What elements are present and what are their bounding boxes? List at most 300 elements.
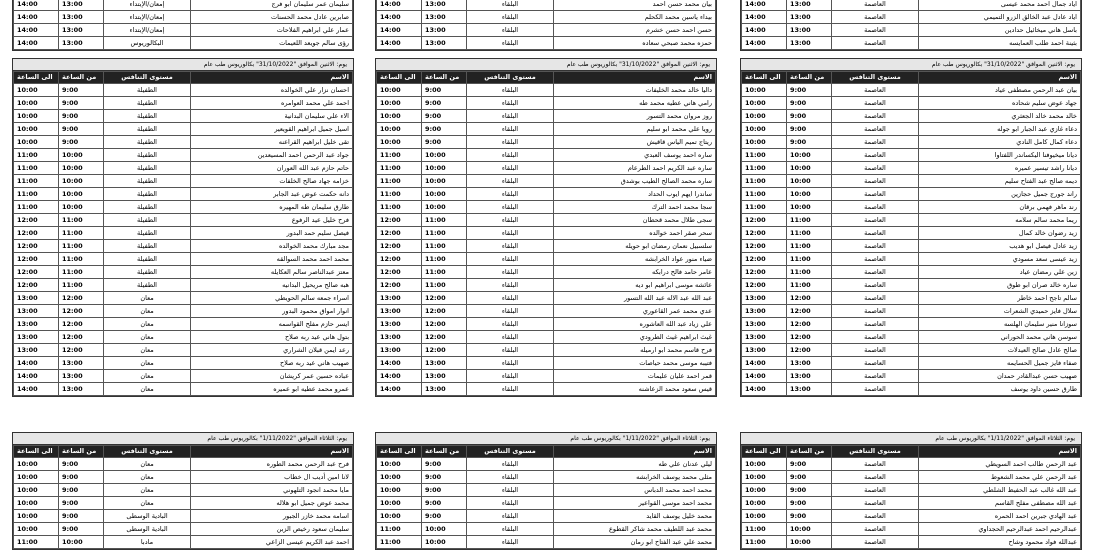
table-row <box>14 318 353 331</box>
schedule-table <box>741 445 1081 549</box>
cell-name: عمار علي ابراهيم الفلاحات <box>191 24 353 37</box>
table-header <box>377 446 716 458</box>
table-row <box>14 253 353 266</box>
cell-to-hour: 14:00 <box>14 24 59 37</box>
header-row <box>14 72 353 84</box>
cell-level: الطفيلة <box>104 110 191 123</box>
cell-level: معان <box>104 292 191 305</box>
cell-name: معتز عبدالناصر سالم العكايله <box>191 266 353 279</box>
table-row <box>377 84 716 97</box>
cell-level: البلقاء <box>467 84 554 97</box>
table-row <box>14 11 353 24</box>
cell-from-hour: 13:00 <box>787 37 832 50</box>
cell-level: إمعان/الإبتداء <box>104 11 191 24</box>
cell-level: الطفيلة <box>104 188 191 201</box>
table-row <box>742 305 1081 318</box>
cell-to-hour: 11:00 <box>377 188 422 201</box>
cell-name: بيداء ياسين محمد الكحلم <box>554 11 716 24</box>
cell-from-hour: 13:00 <box>422 24 467 37</box>
cell-level: البلقاء <box>467 292 554 305</box>
cell-to-hour: 10:00 <box>377 484 422 497</box>
header-to-hour: الى الساعة <box>14 446 59 458</box>
cell-from-hour: 9:00 <box>59 510 104 523</box>
cell-level: العاصمة <box>832 11 919 24</box>
cell-level: العاصمة <box>832 279 919 292</box>
cell-to-hour: 14:00 <box>377 370 422 383</box>
cell-from-hour: 10:00 <box>422 523 467 536</box>
table-row <box>377 279 716 292</box>
cell-from-hour: 10:00 <box>422 188 467 201</box>
cell-name: سجى طلال محمد قحطان <box>554 214 716 227</box>
cell-level: الطفيلة <box>104 136 191 149</box>
cell-name: ساره احمد يوسف العبدي <box>554 149 716 162</box>
table-row <box>742 523 1081 536</box>
table-row <box>14 110 353 123</box>
header-name: الاسم <box>919 446 1081 458</box>
cell-level: البلقاء <box>467 471 554 484</box>
header-row <box>14 446 353 458</box>
table-row <box>14 305 353 318</box>
cell-name: هبه صالح مريحيل البدانيه <box>191 279 353 292</box>
cell-name: احمد علي محمد العوامره <box>191 97 353 110</box>
cell-name: عبد الله عبد الاله عبد الله التسور <box>554 292 716 305</box>
schedule-panel <box>12 0 354 51</box>
cell-from-hour: 11:00 <box>787 279 832 292</box>
schedule-table <box>376 71 716 396</box>
table-row <box>14 484 353 497</box>
cell-level: العاصمة <box>832 110 919 123</box>
cell-to-hour: 10:00 <box>377 123 422 136</box>
cell-name: محمد احمد موسى القواعير <box>554 497 716 510</box>
cell-level: العاصمة <box>832 383 919 396</box>
cell-to-hour: 11:00 <box>742 149 787 162</box>
cell-name: عمرو محمد عطيه ابو عميره <box>191 383 353 396</box>
cell-level: العاصمة <box>832 344 919 357</box>
cell-level: العاصمة <box>832 305 919 318</box>
cell-level: إمعان/الإبتداء <box>104 0 191 11</box>
cell-level: البلقاء <box>467 484 554 497</box>
table-row <box>742 279 1081 292</box>
cell-level: العاصمة <box>832 37 919 50</box>
cell-name: بتول هاني عيد ربه صلاح <box>191 331 353 344</box>
header-name: الاسم <box>554 72 716 84</box>
table-row <box>742 24 1081 37</box>
cell-name: مثلى محمد يوسف الخرابشه <box>554 471 716 484</box>
cell-from-hour: 10:00 <box>787 162 832 175</box>
table-row <box>377 484 716 497</box>
table-row <box>14 162 353 175</box>
cell-from-hour: 9:00 <box>787 110 832 123</box>
cell-level: البلقاء <box>467 162 554 175</box>
cell-level: البلقاء <box>467 253 554 266</box>
header-to-hour: الى الساعة <box>377 446 422 458</box>
cell-to-hour: 10:00 <box>14 458 59 471</box>
header-level: مستوى التنافس <box>832 446 919 458</box>
cell-from-hour: 10:00 <box>59 188 104 201</box>
cell-to-hour: 13:00 <box>742 305 787 318</box>
cell-to-hour: 14:00 <box>377 0 422 11</box>
cell-from-hour: 9:00 <box>59 136 104 149</box>
cell-from-hour: 9:00 <box>59 110 104 123</box>
cell-level: العاصمة <box>832 536 919 549</box>
table-body <box>14 458 353 549</box>
cell-name: صابرين عادل محمد الحسنات <box>191 11 353 24</box>
table-body <box>377 84 716 396</box>
cell-level: معان <box>104 357 191 370</box>
cell-name: ساندرا ايهم ايوب الحداد <box>554 188 716 201</box>
cell-level: معان <box>104 383 191 396</box>
cell-name: بيان محمد حسن احمد <box>554 0 716 11</box>
cell-to-hour: 14:00 <box>742 11 787 24</box>
cell-to-hour: 11:00 <box>377 175 422 188</box>
table-row <box>377 497 716 510</box>
schedule-panel <box>375 0 717 51</box>
cell-to-hour: 14:00 <box>377 37 422 50</box>
cell-to-hour: 11:00 <box>377 536 422 549</box>
table-row <box>377 11 716 24</box>
table-row <box>14 149 353 162</box>
cell-from-hour: 9:00 <box>787 458 832 471</box>
panel-caption: يوم: الاثنين الموافق "31/10/2022" بكالوريوس طب عام <box>13 59 353 71</box>
table-row <box>377 510 716 523</box>
header-name: الاسم <box>919 72 1081 84</box>
cell-to-hour: 13:00 <box>14 344 59 357</box>
cell-to-hour: 14:00 <box>742 24 787 37</box>
table-row <box>377 149 716 162</box>
cell-to-hour: 11:00 <box>14 188 59 201</box>
cell-to-hour: 10:00 <box>742 136 787 149</box>
cell-level: العاصمة <box>832 188 919 201</box>
cell-level: الطفيلة <box>104 227 191 240</box>
cell-name: عبد الله مصطفى مفلح القاسم <box>919 497 1081 510</box>
table-row <box>742 37 1081 50</box>
cell-to-hour: 14:00 <box>14 383 59 396</box>
table-row <box>14 227 353 240</box>
schedule-table <box>13 0 353 50</box>
cell-from-hour: 13:00 <box>787 0 832 11</box>
cell-name: روز مروان محمد التسور <box>554 110 716 123</box>
table-row <box>742 292 1081 305</box>
cell-to-hour: 12:00 <box>14 214 59 227</box>
cell-name: غيث ابراهيم غيث الطرودي <box>554 331 716 344</box>
table-row <box>377 357 716 370</box>
cell-name: صالح عادل صالح العيدلات <box>919 344 1081 357</box>
cell-to-hour: 14:00 <box>14 370 59 383</box>
cell-to-hour: 14:00 <box>14 11 59 24</box>
table-row <box>742 318 1081 331</box>
cell-name: قمر احمد عليان عليمات <box>554 370 716 383</box>
table-row <box>377 97 716 110</box>
cell-from-hour: 9:00 <box>787 97 832 110</box>
cell-level: معان <box>104 471 191 484</box>
cell-level: العاصمة <box>832 214 919 227</box>
cell-level: الطفيلة <box>104 175 191 188</box>
table-row <box>742 214 1081 227</box>
cell-level: البلقاء <box>467 458 554 471</box>
cell-name: سوزانا منير سليمان الهلسه <box>919 318 1081 331</box>
cell-name: خزامه جهاد صالح الخلفات <box>191 175 353 188</box>
cell-to-hour: 10:00 <box>14 523 59 536</box>
cell-to-hour: 10:00 <box>742 84 787 97</box>
cell-name: عائشه موسى ابراهيم ابو ديه <box>554 279 716 292</box>
cell-from-hour: 10:00 <box>787 175 832 188</box>
table-header <box>14 446 353 458</box>
cell-level: العاصمة <box>832 484 919 497</box>
cell-level: الطفيلة <box>104 240 191 253</box>
cell-from-hour: 10:00 <box>787 188 832 201</box>
cell-level: العاصمة <box>832 357 919 370</box>
cell-from-hour: 10:00 <box>59 536 104 549</box>
cell-from-hour: 9:00 <box>787 497 832 510</box>
cell-level: الطفيلة <box>104 279 191 292</box>
cell-to-hour: 13:00 <box>14 318 59 331</box>
cell-name: صفاء فايز جميل الحسايمه <box>919 357 1081 370</box>
cell-level: العاصمة <box>832 24 919 37</box>
table-row <box>377 214 716 227</box>
cell-level: معان <box>104 370 191 383</box>
cell-from-hour: 11:00 <box>422 227 467 240</box>
cell-name: لانا امين أديب ال خطاب <box>191 471 353 484</box>
cell-from-hour: 13:00 <box>422 0 467 11</box>
cell-level: العاصمة <box>832 510 919 523</box>
cell-name: سحر صقر احمد خوالده <box>554 227 716 240</box>
cell-level: البلقاء <box>467 24 554 37</box>
cell-to-hour: 11:00 <box>377 149 422 162</box>
cell-level: البلقاء <box>467 523 554 536</box>
cell-name: رعد ايمن قبلان الشراري <box>191 344 353 357</box>
cell-to-hour: 10:00 <box>742 510 787 523</box>
cell-to-hour: 13:00 <box>14 305 59 318</box>
table-row <box>377 162 716 175</box>
cell-name: سلسبيل نعمان رمضان ابو حويله <box>554 240 716 253</box>
table-row <box>742 227 1081 240</box>
header-to-hour: الى الساعة <box>377 72 422 84</box>
cell-name: عبد الرحمن طالب احمد السويطي <box>919 458 1081 471</box>
cell-name: فتيبه موسى محمد حياصات <box>554 357 716 370</box>
table-row <box>377 136 716 149</box>
cell-level: البادية الوسطى <box>104 510 191 523</box>
table-row <box>742 253 1081 266</box>
cell-from-hour: 12:00 <box>787 305 832 318</box>
table-row <box>742 84 1081 97</box>
cell-to-hour: 11:00 <box>742 175 787 188</box>
table-row <box>742 370 1081 383</box>
table-row <box>742 458 1081 471</box>
cell-name: محمد عبد اللطيف محمد شاكر القطوع <box>554 523 716 536</box>
cell-to-hour: 12:00 <box>742 240 787 253</box>
cell-to-hour: 12:00 <box>742 279 787 292</box>
cell-level: العاصمة <box>832 497 919 510</box>
cell-level: البلقاء <box>467 370 554 383</box>
cell-name: اياد عادل عبد الخالق الزرو التميمي <box>919 11 1081 24</box>
cell-level: العاصمة <box>832 84 919 97</box>
cell-level: البلقاء <box>467 331 554 344</box>
panel-caption: يوم: الاثنين الموافق "31/10/2022" بكالوريوس طب عام <box>376 59 716 71</box>
cell-to-hour: 12:00 <box>377 253 422 266</box>
cell-to-hour: 12:00 <box>377 214 422 227</box>
cell-to-hour: 10:00 <box>742 110 787 123</box>
cell-level: البلقاء <box>467 214 554 227</box>
cell-to-hour: 12:00 <box>742 266 787 279</box>
cell-to-hour: 14:00 <box>742 37 787 50</box>
cell-name: عبد الرحمن علي محمد الشعوط <box>919 471 1081 484</box>
cell-level: البلقاء <box>467 279 554 292</box>
table-row <box>742 149 1081 162</box>
cell-name: دانه حكمت عوض عبد الجابر <box>191 188 353 201</box>
cell-to-hour: 10:00 <box>742 123 787 136</box>
cell-to-hour: 12:00 <box>742 253 787 266</box>
table-row <box>742 123 1081 136</box>
cell-to-hour: 10:00 <box>377 84 422 97</box>
schedule-panel <box>740 432 1082 550</box>
cell-level: العاصمة <box>832 523 919 536</box>
cell-level: معان <box>104 497 191 510</box>
cell-level: الطفيلة <box>104 84 191 97</box>
schedule-table <box>13 445 353 549</box>
cell-to-hour: 13:00 <box>742 344 787 357</box>
cell-level: الطفيلة <box>104 123 191 136</box>
cell-name: ريتاج تميم الياس قاقيش <box>554 136 716 149</box>
cell-level: البلقاء <box>467 318 554 331</box>
table-row <box>742 357 1081 370</box>
cell-name: ضياء منور عواد الخرابشه <box>554 253 716 266</box>
header-row <box>742 446 1081 458</box>
cell-from-hour: 10:00 <box>59 162 104 175</box>
cell-from-hour: 11:00 <box>59 266 104 279</box>
table-body <box>742 0 1081 50</box>
cell-name: علي زياد عبد الله العاشوره <box>554 318 716 331</box>
cell-from-hour: 11:00 <box>787 227 832 240</box>
panel-caption: يوم: الثلاثاء الموافق "1/11/2022" بكالوريوس طب عام <box>376 433 716 445</box>
header-to-hour: الى الساعة <box>742 446 787 458</box>
table-row <box>742 471 1081 484</box>
cell-level: معان <box>104 331 191 344</box>
cell-level: البلقاء <box>467 357 554 370</box>
cell-name: انوار امواق محمود البدور <box>191 305 353 318</box>
table-body <box>14 84 353 396</box>
cell-from-hour: 13:00 <box>422 11 467 24</box>
cell-name: تقى خليل ابراهيم القراعنه <box>191 136 353 149</box>
table-row <box>377 201 716 214</box>
header-name: الاسم <box>191 72 353 84</box>
cell-to-hour: 10:00 <box>14 497 59 510</box>
table-header <box>14 72 353 84</box>
cell-name: صهيب هاني عيد ربه صلاح <box>191 357 353 370</box>
cell-to-hour: 12:00 <box>377 240 422 253</box>
header-level: مستوى التنافس <box>104 72 191 84</box>
cell-name: زيد عيسى سعد مسودي <box>919 253 1081 266</box>
cell-from-hour: 10:00 <box>422 162 467 175</box>
cell-to-hour: 10:00 <box>742 497 787 510</box>
cell-level: البلقاء <box>467 344 554 357</box>
cell-from-hour: 13:00 <box>59 11 104 24</box>
cell-name: سليمان عمر سليمان ابو فرج <box>191 0 353 11</box>
cell-from-hour: 9:00 <box>422 471 467 484</box>
table-row <box>742 0 1081 11</box>
cell-from-hour: 11:00 <box>422 279 467 292</box>
schedule-panel <box>740 0 1082 51</box>
cell-to-hour: 13:00 <box>742 292 787 305</box>
cell-level: البلقاء <box>467 188 554 201</box>
table-row <box>742 497 1081 510</box>
cell-to-hour: 12:00 <box>742 214 787 227</box>
cell-level: البلقاء <box>467 136 554 149</box>
cell-from-hour: 12:00 <box>422 305 467 318</box>
table-row <box>377 292 716 305</box>
table-row <box>377 240 716 253</box>
schedule-table <box>741 71 1081 396</box>
cell-from-hour: 11:00 <box>59 279 104 292</box>
table-row <box>742 201 1081 214</box>
schedule-table <box>376 0 716 50</box>
table-row <box>742 344 1081 357</box>
cell-to-hour: 11:00 <box>742 536 787 549</box>
table-row <box>377 0 716 11</box>
cell-to-hour: 14:00 <box>377 383 422 396</box>
cell-from-hour: 9:00 <box>422 458 467 471</box>
table-row <box>14 357 353 370</box>
table-row <box>742 536 1081 549</box>
cell-level: العاصمة <box>832 253 919 266</box>
cell-level: البلقاء <box>467 266 554 279</box>
cell-name: ساره عبد الكريم احمد الطرعام <box>554 162 716 175</box>
schedule-panel <box>12 58 354 397</box>
cell-name: عبدالرحيم احمد عبدالرحيم الحجداوي <box>919 523 1081 536</box>
cell-from-hour: 10:00 <box>422 201 467 214</box>
cell-from-hour: 11:00 <box>787 240 832 253</box>
cell-from-hour: 12:00 <box>787 344 832 357</box>
table-header <box>742 72 1081 84</box>
cell-name: مجد مبارك محمد الخوالده <box>191 240 353 253</box>
cell-from-hour: 11:00 <box>422 240 467 253</box>
cell-name: ديانا ميخيوفنا اليكساندر اللفتاوا <box>919 149 1081 162</box>
cell-from-hour: 10:00 <box>787 536 832 549</box>
cell-from-hour: 13:00 <box>787 370 832 383</box>
cell-from-hour: 9:00 <box>59 497 104 510</box>
cell-level: معان <box>104 484 191 497</box>
cell-level: العاصمة <box>832 458 919 471</box>
cell-level: البادية الوسطى <box>104 523 191 536</box>
cell-to-hour: 14:00 <box>742 383 787 396</box>
cell-from-hour: 11:00 <box>59 214 104 227</box>
cell-to-hour: 12:00 <box>377 279 422 292</box>
header-level: مستوى التنافس <box>104 446 191 458</box>
table-row <box>14 84 353 97</box>
table-row <box>742 97 1081 110</box>
cell-name: رؤى سالم جويعد اللعيمات <box>191 37 353 50</box>
cell-to-hour: 11:00 <box>14 162 59 175</box>
table-body <box>14 0 353 50</box>
cell-name: محمد خليل يوسف القايد <box>554 510 716 523</box>
cell-level: البلقاء <box>467 175 554 188</box>
header-to-hour: الى الساعة <box>14 72 59 84</box>
cell-from-hour: 13:00 <box>787 357 832 370</box>
cell-from-hour: 9:00 <box>59 84 104 97</box>
cell-level: البكالوريوس <box>104 37 191 50</box>
header-from-hour: من الساعة <box>59 446 104 458</box>
cell-from-hour: 13:00 <box>422 370 467 383</box>
header-name: الاسم <box>191 446 353 458</box>
cell-level: البلقاء <box>467 227 554 240</box>
table-row <box>377 383 716 396</box>
panel-caption: يوم: الثلاثاء الموافق "1/11/2022" بكالوريوس طب عام <box>13 433 353 445</box>
cell-level: العاصمة <box>832 292 919 305</box>
cell-level: البلقاء <box>467 305 554 318</box>
table-row <box>14 292 353 305</box>
cell-from-hour: 9:00 <box>422 97 467 110</box>
table-row <box>14 175 353 188</box>
cell-from-hour: 13:00 <box>59 24 104 37</box>
